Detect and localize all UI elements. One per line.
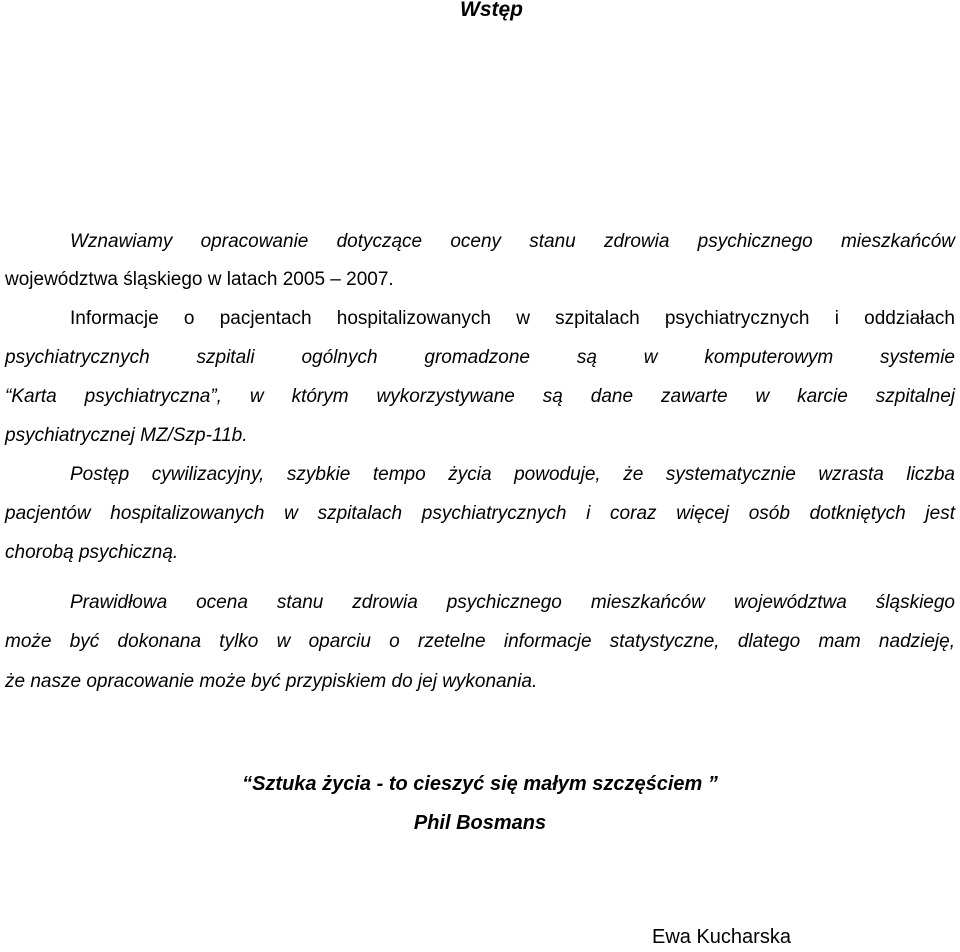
quote-author: Phil Bosmans: [413, 812, 547, 834]
paragraph-line: może być dokonana tylko w oparciu o rzetelne informacje statystyczne, dlatego mam nadzieję,: [5, 631, 955, 652]
paragraph-line: chorobą psychiczną.: [5, 542, 179, 563]
paragraph-line: województwa śląskiego w latach 2005 – 2007.: [5, 269, 394, 290]
paragraph-line: Wznawiamy opracowanie dotyczące oceny stanu zdrowia psychicznego mieszkańców: [70, 231, 955, 252]
paragraph-line: pacjentów hospitalizowanych w szpitalach psychiatrycznych i coraz więcej osób dotkniętych jest: [5, 503, 955, 524]
quote-text: “Sztuka życia - to cieszyć się małym szczęściem ”: [242, 773, 718, 795]
paragraph-line: Postęp cywilizacyjny, szybkie tempo życia powoduje, że systematycznie wzrasta liczba: [70, 464, 955, 485]
paragraph-line: Prawidłowa ocena stanu zdrowia psychicznego mieszkańców województwa śląskiego: [70, 592, 955, 613]
page-title: Wstęp: [460, 0, 523, 21]
paragraph-line: Informacje o pacjentach hospitalizowanych w szpitalach psychiatrycznych i oddziałach: [70, 308, 955, 329]
author-signature: Ewa Kucharska: [652, 926, 791, 948]
paragraph-line: “Karta psychiatryczna”, w którym wykorzystywane są dane zawarte w karcie szpitalnej: [5, 386, 955, 407]
paragraph-line: że nasze opracowanie może być przypiskiem do jej wykonania.: [5, 671, 538, 692]
paragraph-line: psychiatrycznej MZ/Szp-11b.: [5, 425, 248, 446]
paragraph-line: psychiatrycznych szpitali ogólnych gromadzone są w komputerowym systemie: [5, 347, 955, 368]
